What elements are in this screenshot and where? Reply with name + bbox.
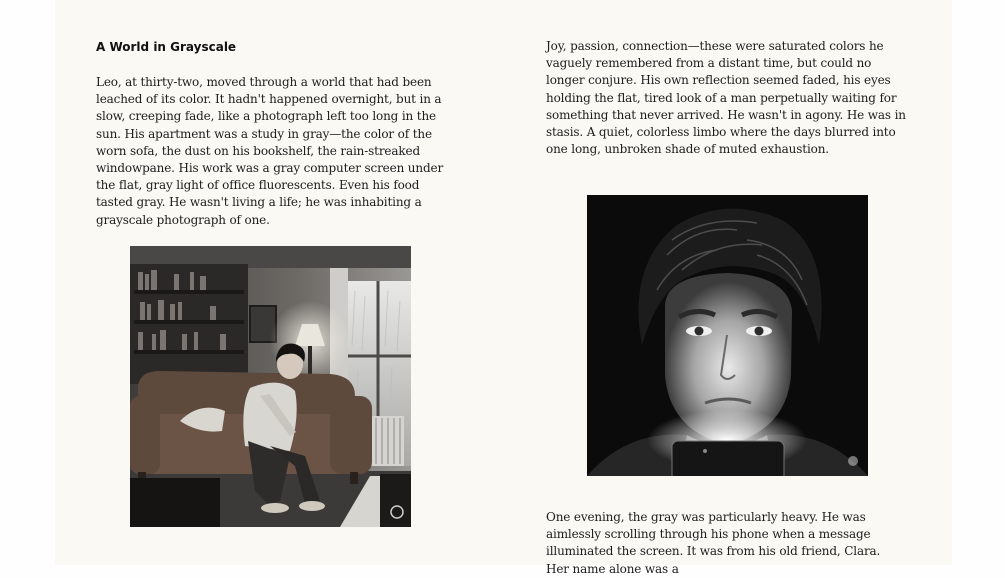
paragraph-3: One evening, the gray was particularly heavy. He was aimlessly scrolling through his phone when a message illuminated the screen. It was from his old friend, Clara. Her name alone was a [546, 510, 881, 576]
article-title: A World in Grayscale [96, 40, 237, 54]
paragraph-1: Leo, at thirty-two, moved through a world that had been leached of its color. It hadn't happened overnight, but in a slow, creeping fade, like a photograph left too long in the sun. His apartment was a study in gray—the color of the worn sofa, the dust on his bookshelf, the rain-streaked windowpane. His work was a gray computer screen under the flat, gray light of office fluorescents. Even his food tasted gray. He wasn't living a life; he was inhabiting a grayscale photograph of one. [96, 75, 444, 227]
illustration-man-lit-by-phone [587, 195, 868, 476]
paragraph-2: Joy, passion, connection—these were saturated colors he vaguely remembered from a distant time, but could no longer conjure. His own reflection seemed faded, his eyes holding the flat, tired look of a man perpetually waiting for something that never arrived. He wasn't in agony. He was in stasis. A quiet, colorless limbo where the days blurred into one long, unbroken shade of muted exhaustion. [546, 39, 906, 157]
illustration-man-on-sofa [130, 246, 411, 527]
